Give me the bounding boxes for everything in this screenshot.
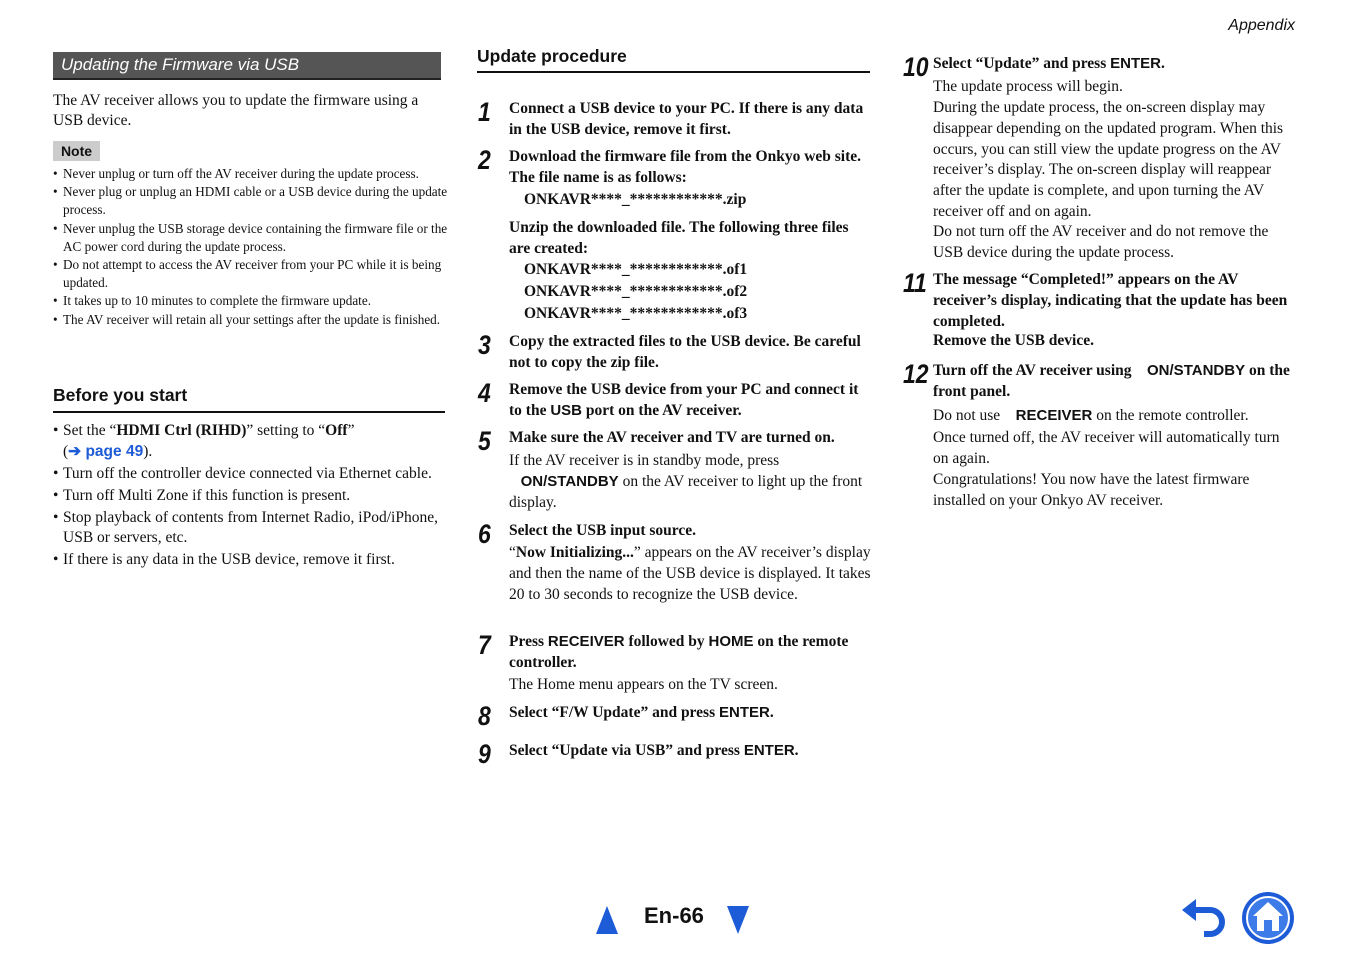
step-number: 8	[478, 701, 491, 731]
step-number: 3	[478, 330, 491, 360]
list-item: • If there is any data in the USB device, remove it first.	[53, 550, 448, 571]
step-number: 2	[478, 145, 491, 175]
text: Select “F/W Update” and press	[509, 704, 719, 721]
step-11-remove-text: Remove the USB device.	[933, 332, 1094, 349]
step-10-detail-3: Do not turn off the AV receiver and do not remove the USB device during the update process.	[933, 223, 1269, 261]
text: Set the “	[63, 422, 117, 439]
update-procedure-heading: Update procedure	[477, 46, 870, 73]
step-number: 1	[478, 97, 491, 127]
step-number: 5	[478, 426, 491, 456]
section-title-bar	[53, 52, 441, 80]
home-icon[interactable]	[1241, 891, 1295, 945]
step-number: 7	[478, 630, 491, 660]
text: Turn off the AV receiver using	[933, 362, 1136, 379]
setting-value: Off	[325, 422, 348, 439]
step-number: 11	[903, 268, 927, 298]
list-item: • The AV receiver will retain all your settings after the update is finished.	[53, 311, 448, 329]
text: followed by	[624, 633, 709, 650]
text: on the remote controller.	[509, 633, 849, 671]
before-list	[53, 421, 448, 572]
home-key-label: HOME	[708, 633, 754, 650]
extracted-filename: ONKAVR****_************.of2	[524, 283, 748, 300]
triangle-down-icon[interactable]	[727, 906, 749, 934]
on-standby-key-label: ON/STANDBY	[520, 472, 619, 490]
enter-key-label: ENTER	[743, 742, 795, 759]
step-6-text: Select the USB input source.	[509, 522, 697, 539]
extracted-filename: ONKAVR****_************.of1	[524, 261, 748, 278]
text: on the remote controller.	[1092, 407, 1249, 424]
page-number: En-66	[644, 903, 704, 928]
page-49-link[interactable]: ➔ page 49	[68, 442, 144, 460]
step-number: 12	[903, 359, 929, 389]
step-12-text	[933, 361, 1295, 403]
text: ” setting to “	[246, 422, 326, 439]
list-item: • Never unplug the USB storage device containing the firmware file or the AC power cord during the update process.	[53, 220, 448, 256]
step-10-detail-2: During the update process, the on-screen display may disappear depending on the updated program. When this occurs, you can still view the update progress on the AV receiver’s display. The on-screen display will reappear after the update is complete, and upon turning the AV receiver off and on again.	[933, 99, 1284, 220]
step-number: 6	[478, 519, 491, 549]
text: Do not use	[933, 407, 1005, 424]
note-list	[53, 165, 448, 329]
step-10-text: Select “Update” and press ENTER.	[933, 55, 1165, 72]
receiver-key-label: RECEIVER	[1015, 407, 1093, 424]
text: ” appears on the AV receiver’s display and then the name of the USB device is displayed. It takes 20 to 30 seconds to recognize the USB device.	[509, 544, 871, 603]
list-item: • Never unplug or turn off the AV receiver during the update process.	[53, 165, 448, 183]
text: Remove the USB device from your PC and connect it to the	[509, 381, 859, 419]
step-12-detail-3: Congratulations! You now have the latest firmware installed on your Onkyo AV receiver.	[933, 471, 1250, 509]
step-5-detail	[509, 451, 871, 513]
step-2-text: Download the firmware file from the Onkyo web site. The file name is as follows:	[509, 148, 862, 186]
text: Press	[509, 633, 548, 650]
step-number: 9	[478, 739, 491, 769]
section-title: Updating the Firmware via USB	[61, 55, 300, 74]
receiver-key-label: RECEIVER	[547, 633, 625, 650]
step-5-text: Make sure the AV receiver and TV are turned on.	[509, 429, 835, 446]
triangle-up-icon[interactable]	[596, 906, 618, 934]
step-6-detail: “Now Initializing...” appears on the AV receiver’s display and then the name of the USB device is displayed. It takes 20 to 30 seconds to recognize the USB device.	[509, 544, 871, 603]
step-7-text	[509, 632, 871, 674]
enter-key-label: ENTER	[1110, 55, 1161, 72]
zip-filename: ONKAVR****_************.zip	[524, 191, 747, 208]
list-item: • Turn off the controller device connected via Ethernet cable.	[53, 464, 448, 485]
note-badge: Note	[53, 141, 100, 161]
list-item: • Set the “HDMI Ctrl (RIHD)” setting to “Off” (➔ page 49).	[53, 421, 448, 462]
step-3-text: Copy the extracted files to the USB device. Be careful not to copy the zip file.	[509, 333, 861, 371]
step-4-text	[509, 380, 871, 422]
step-10-detail-1: The update process will begin.	[933, 78, 1123, 95]
step-2-unzip-text: Unzip the downloaded file. The following three files are created:	[509, 219, 849, 257]
section-label: Appendix	[1228, 17, 1295, 34]
text: port on the AV receiver.	[582, 401, 742, 419]
step-number: 4	[478, 378, 491, 408]
text: If the AV receiver is in standby mode, press	[509, 452, 780, 469]
list-item: • Turn off Multi Zone if this function is present.	[53, 486, 448, 507]
text: ”	[347, 422, 355, 439]
text: Select “Update” and press	[933, 55, 1111, 72]
step-11-text: The message “Completed!” appears on the AV receiver’s display, indicating that the update has been completed.	[933, 271, 1288, 330]
step-9-text: Select “Update via USB” and press ENTER.	[509, 742, 799, 759]
extracted-filename: ONKAVR****_************.of3	[524, 305, 748, 322]
text: on the front panel.	[933, 362, 1290, 400]
back-arrow-icon[interactable]	[1180, 896, 1230, 938]
on-standby-key-label: ON/STANDBY	[1147, 362, 1246, 379]
text: on the AV receiver to light up the front display.	[509, 472, 863, 511]
step-12-detail-2: Once turned off, the AV receiver will automatically turn on again.	[933, 429, 1280, 467]
step-12-detail-1	[933, 406, 1295, 427]
text: Select “Update via USB” and press	[509, 742, 744, 759]
intro-text: The AV receiver allows you to update the firmware using a USB device.	[53, 92, 419, 129]
setting-name: HDMI Ctrl (RIHD)	[116, 422, 247, 439]
enter-key-label: ENTER	[718, 704, 770, 721]
usb-key-label: USB	[550, 401, 582, 419]
step-1-text: Connect a USB device to your PC. If there is any data in the USB device, remove it first.	[509, 100, 864, 138]
message-text: Now Initializing...	[515, 544, 634, 561]
list-item: • Do not attempt to access the AV receiver from your PC while it is being updated.	[53, 256, 448, 292]
list-item: • Never plug or unplug an HDMI cable or a USB device during the update process.	[53, 183, 448, 219]
step-number: 10	[903, 52, 929, 82]
step-8-text: Select “F/W Update” and press ENTER.	[509, 704, 774, 721]
list-item: • Stop playback of contents from Internet Radio, iPod/iPhone, USB or servers, etc.	[53, 508, 448, 549]
step-7-detail: The Home menu appears on the TV screen.	[509, 676, 778, 693]
list-item: • It takes up to 10 minutes to complete the firmware update.	[53, 292, 448, 310]
before-you-start-heading: Before you start	[53, 385, 445, 413]
